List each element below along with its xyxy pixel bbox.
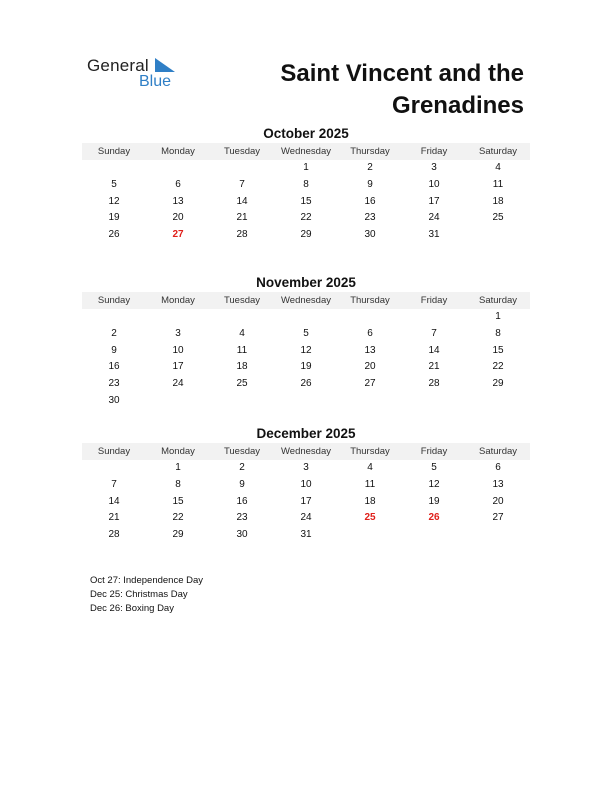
week-row [82, 460, 530, 477]
week-row [82, 376, 530, 393]
country-title-line-2: Grenadines [391, 92, 524, 119]
day-cell: 28 [108, 529, 120, 541]
day-cell: 29 [492, 378, 504, 390]
day-cell: 10 [300, 478, 312, 490]
month-november [82, 274, 530, 410]
holiday-note: Dec 25: Christmas Day [90, 589, 188, 600]
weekday-label: Tuesday [223, 295, 261, 306]
day-cell: 6 [367, 327, 373, 339]
day-cell: 15 [172, 495, 184, 507]
day-cell: 8 [175, 478, 181, 490]
day-cell: 27 [364, 378, 376, 390]
country-title-line-1: Saint Vincent and the [280, 60, 524, 87]
day-cell: 27 [492, 512, 504, 524]
weekday-label: Wednesday [281, 446, 331, 457]
weekday-label: Monday [161, 146, 195, 157]
day-cell [402, 309, 466, 326]
weekday-label: Friday [420, 446, 448, 457]
weekday-label: Wednesday [281, 146, 331, 157]
day-cell: 23 [236, 512, 248, 524]
weekday-label: Saturday [478, 295, 518, 306]
day-cell: 17 [172, 361, 184, 373]
country-title [280, 58, 524, 122]
day-cell [210, 160, 274, 177]
weekday-label: Monday [161, 295, 195, 306]
week-row [82, 210, 530, 227]
day-cell: 2 [367, 162, 373, 173]
week-row [82, 477, 530, 494]
day-cell: 24 [172, 378, 184, 390]
holiday-note: Dec 26: Boxing Day [90, 603, 174, 614]
day-cell: 8 [303, 178, 309, 190]
day-cell: 26 [300, 378, 312, 390]
weekday-label: Thursday [350, 446, 390, 457]
day-cell: 27 [172, 229, 184, 241]
weekday-header-row [82, 292, 530, 309]
day-cell: 19 [428, 495, 440, 507]
weekday-label: Sunday [97, 146, 131, 157]
day-cell: 10 [172, 344, 184, 356]
day-cell: 3 [303, 462, 309, 473]
weekday-label: Saturday [478, 146, 518, 157]
month-october [82, 125, 530, 244]
day-cell: 20 [172, 212, 184, 224]
month-title: November 2025 [256, 275, 356, 290]
day-cell: 22 [300, 212, 312, 224]
day-cell [466, 527, 530, 544]
day-cell: 11 [364, 478, 376, 490]
day-cell: 24 [300, 512, 312, 524]
day-cell: 11 [236, 344, 248, 356]
day-cell [338, 527, 402, 544]
day-cell: 28 [428, 378, 440, 390]
day-cell: 14 [236, 195, 248, 207]
day-cell [210, 309, 274, 326]
month-december [82, 425, 530, 544]
week-row [82, 326, 530, 343]
logo-triangle-icon [155, 58, 175, 72]
day-cell: 26 [108, 229, 120, 241]
day-cell: 21 [428, 361, 440, 373]
weekday-label: Thursday [350, 146, 390, 157]
day-cell: 8 [495, 327, 501, 339]
week-row [82, 510, 530, 527]
day-cell: 30 [108, 394, 120, 406]
week-row [82, 359, 530, 376]
day-cell: 30 [364, 229, 376, 241]
day-cell [274, 309, 338, 326]
day-cell: 15 [300, 195, 312, 207]
week-row [82, 494, 530, 511]
logo [87, 56, 187, 92]
day-cell: 5 [431, 462, 437, 473]
day-cell: 21 [108, 512, 120, 524]
logo-blue-text: Blue [139, 73, 172, 90]
weekday-label: Monday [161, 446, 195, 457]
week-row [82, 177, 530, 194]
day-cell: 2 [239, 462, 245, 473]
day-cell [146, 393, 210, 410]
day-cell: 6 [175, 178, 181, 190]
day-cell: 3 [175, 327, 181, 339]
day-cell: 22 [492, 361, 504, 373]
day-cell: 15 [492, 344, 504, 356]
day-cell [402, 393, 466, 410]
day-cell: 7 [111, 478, 117, 490]
day-cell: 4 [495, 162, 501, 173]
day-cell: 1 [495, 311, 501, 322]
week-row [82, 393, 530, 410]
day-cell: 24 [428, 212, 440, 224]
day-cell [402, 527, 466, 544]
day-cell [338, 309, 402, 326]
day-cell: 19 [300, 361, 312, 373]
week-row [82, 160, 530, 177]
day-cell: 30 [236, 529, 248, 541]
day-cell: 5 [303, 327, 309, 339]
day-cell: 14 [108, 495, 120, 507]
day-cell: 21 [236, 212, 248, 224]
day-cell: 12 [108, 195, 120, 207]
day-cell: 25 [492, 212, 504, 224]
day-cell [82, 309, 146, 326]
day-cell: 11 [492, 178, 504, 190]
day-cell: 31 [428, 229, 440, 241]
logo-general-text: General [87, 56, 149, 75]
weekday-label: Friday [420, 146, 448, 157]
week-row [82, 527, 530, 544]
day-cell: 17 [428, 195, 440, 207]
month-title: October 2025 [263, 126, 349, 141]
day-cell: 5 [111, 178, 117, 190]
day-cell: 28 [236, 229, 248, 241]
day-cell: 25 [364, 512, 376, 524]
day-cell: 1 [175, 462, 181, 473]
weekday-header-row [82, 443, 530, 460]
day-cell: 9 [111, 344, 117, 356]
day-cell: 4 [367, 462, 373, 473]
day-cell: 7 [239, 178, 245, 190]
weekday-label: Friday [420, 295, 448, 306]
day-cell: 9 [367, 178, 373, 190]
day-cell: 18 [364, 495, 376, 507]
day-cell: 1 [303, 162, 309, 173]
weekday-label: Tuesday [223, 146, 261, 157]
day-cell [274, 393, 338, 410]
holiday-notes [90, 574, 203, 616]
week-row [82, 194, 530, 211]
weekday-label: Thursday [350, 295, 390, 306]
day-cell: 3 [431, 162, 437, 173]
day-cell: 29 [300, 229, 312, 241]
day-cell [146, 160, 210, 177]
week-row [82, 309, 530, 326]
day-cell: 6 [495, 462, 501, 473]
day-cell: 25 [236, 378, 248, 390]
day-cell: 20 [364, 361, 376, 373]
day-cell [82, 160, 146, 177]
day-cell: 31 [300, 529, 312, 541]
day-cell [466, 227, 530, 244]
day-cell [466, 393, 530, 410]
week-row [82, 227, 530, 244]
day-cell: 26 [428, 512, 440, 524]
weekday-label: Wednesday [281, 295, 331, 306]
weekday-label: Sunday [97, 295, 131, 306]
weekday-label: Tuesday [223, 446, 261, 457]
day-cell: 7 [431, 327, 437, 339]
day-cell: 22 [172, 512, 184, 524]
day-cell: 20 [492, 495, 504, 507]
day-cell: 23 [364, 212, 376, 224]
day-cell [82, 460, 146, 477]
day-cell: 17 [300, 495, 312, 507]
day-cell: 16 [108, 361, 120, 373]
day-cell [210, 393, 274, 410]
weekday-label: Sunday [97, 446, 131, 457]
day-cell: 16 [236, 495, 248, 507]
day-cell: 18 [236, 361, 248, 373]
day-cell: 19 [108, 212, 120, 224]
day-cell [338, 393, 402, 410]
day-cell: 13 [364, 344, 376, 356]
day-cell: 14 [428, 344, 440, 356]
week-row [82, 343, 530, 360]
day-cell: 12 [428, 478, 440, 490]
day-cell: 4 [239, 327, 245, 339]
day-cell: 18 [492, 195, 504, 207]
weekday-header-row [82, 143, 530, 160]
day-cell: 9 [239, 478, 245, 490]
day-cell: 29 [172, 529, 184, 541]
weekday-label: Saturday [478, 446, 518, 457]
day-cell: 13 [492, 478, 504, 490]
day-cell: 23 [108, 378, 120, 390]
day-cell: 2 [111, 327, 117, 339]
day-cell: 10 [428, 178, 440, 190]
holiday-note: Oct 27: Independence Day [90, 575, 204, 586]
day-cell: 16 [364, 195, 376, 207]
day-cell: 13 [172, 195, 184, 207]
day-cell [146, 309, 210, 326]
day-cell: 12 [300, 344, 312, 356]
month-title: December 2025 [256, 426, 356, 441]
